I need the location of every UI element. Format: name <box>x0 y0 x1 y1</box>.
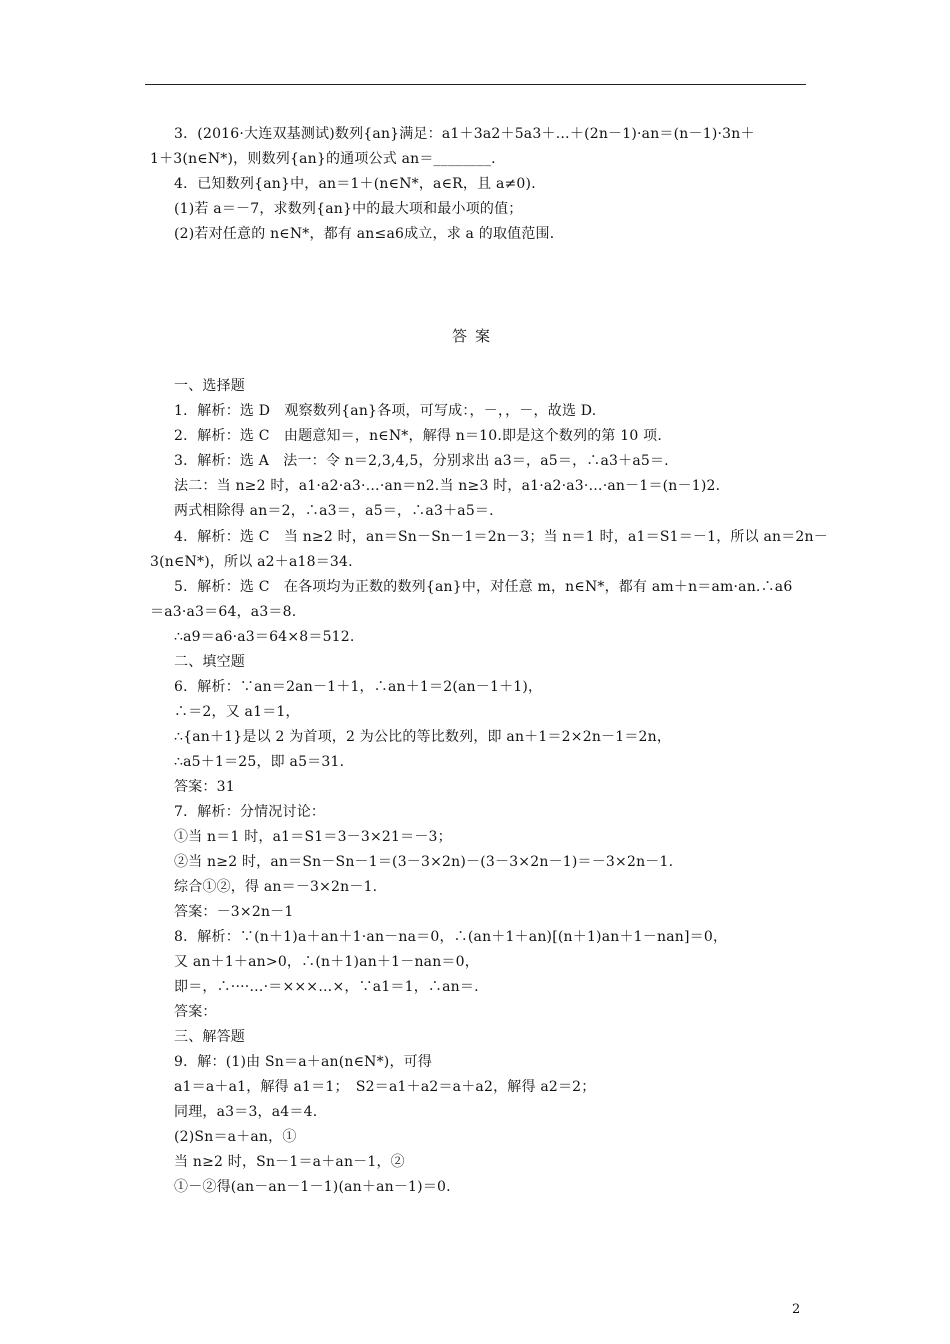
answer-line: 6．解析：∵an＝2an－1＋1，∴an＋1＝2(an－1＋1)， <box>174 679 543 695</box>
answer-line: 1．解析：选 D 观察数列{an}各项，可写成：，－，，－，故选 D. <box>174 403 597 419</box>
answer-line: 又 an＋1＋an>0，∴(n＋1)an＋1－nan＝0， <box>174 954 479 970</box>
answer-line: 9．解：(1)由 Sn＝a＋an(n∈N*)，可得 <box>174 1054 433 1070</box>
answer-line: 两式相除得 an＝2，∴a3＝，a5＝，∴a3＋a5＝. <box>174 503 494 519</box>
answer-line: 8．解析：∵(n＋1)a＋an＋1·an－na＝0，∴(an＋1＋an)[(n＋1)an＋1－nan]＝0， <box>174 929 728 945</box>
answer-line: 同理，a3＝3，a4＝4. <box>174 1104 318 1120</box>
answer-line: 7．解析：分情况讨论： <box>174 804 326 820</box>
answer-line: 5．解析：选 C 在各项均为正数的数列{an}中，对任意 m，n∈N*，都有 am＋n＝am·an.∴a6 <box>174 579 793 595</box>
section-heading: 三、解答题 <box>174 1029 245 1045</box>
section-heading: 二、填空题 <box>174 654 245 670</box>
problem-4-line-1: 4．已知数列{an}中，an＝1＋(n∈N*，a∈R，且 a≠0)． <box>174 176 546 192</box>
header-rule <box>145 84 806 85</box>
answer-line: 2．解析：选 C 由题意知＝，n∈N*，解得 n＝10.即是这个数列的第 10 项. <box>174 428 662 444</box>
answer-line: 综合①②，得 an＝－3×2n－1. <box>174 879 378 895</box>
problem-3-line-1: 3．(2016·大连双基测试)数列{an}满足：a1＋3a2＋5a3＋…＋(2n－1)·an＝(n－1)·3n＋ <box>174 126 755 142</box>
answer-line: 答案： <box>174 1004 217 1020</box>
problem-4-part-1: (1)若 a＝－7，求数列{an}中的最大项和最小项的值； <box>174 201 523 217</box>
answer-line: 即＝，∴····…·＝×××…×，∵a1＝1，∴an＝. <box>174 979 479 995</box>
answer-line: 答案：31 <box>174 779 235 795</box>
section-heading: 一、选择题 <box>174 378 245 394</box>
answer-line: a1＝a＋a1，解得 a1＝1； S2＝a1＋a2＝a＋a2，解得 a2＝2； <box>174 1079 596 1095</box>
answer-line: ∴a9＝a6·a3＝64×8＝512. <box>174 629 355 645</box>
problem-3-line-2: 1＋3(n∈N*)，则数列{an}的通项公式 an＝________. <box>150 151 496 167</box>
answer-line: 3(n∈N*)，所以 a2＋a18＝34. <box>150 554 353 570</box>
answer-line: ∴a5＋1＝25，即 a5＝31. <box>174 754 345 770</box>
answer-line: ①－②得(an－an－1－1)(an＋an－1)＝0. <box>174 1179 451 1195</box>
answer-line: ①当 n＝1 时，a1＝S1＝3－3×21＝－3； <box>174 829 452 845</box>
answer-line: ∴{an＋1}是以 2 为首项，2 为公比的等比数列，即 an＋1＝2×2n－1＝2n， <box>174 729 672 745</box>
answer-title: 答案 <box>451 327 498 345</box>
answer-line: (2)Sn＝a＋an，① <box>174 1129 297 1145</box>
page-number: 2 <box>792 1302 801 1317</box>
problem-4-part-2: (2)若对任意的 n∈N*，都有 an≤a6成立，求 a 的取值范围． <box>174 226 564 242</box>
answer-line: 4．解析：选 C 当 n≥2 时，an＝Sn－Sn－1＝2n－3；当 n＝1 时，a1＝S1＝－1，所以 an＝2n－ <box>174 529 828 545</box>
answer-line: ∴＝2，又 a1＝1， <box>174 704 300 720</box>
answer-line: 法二：当 n≥2 时，a1·a2·a3·…·an＝n2.当 n≥3 时，a1·a2·a3·…·an－1＝(n－1)2. <box>174 478 721 494</box>
answer-line: 答案：－3×2n－1 <box>174 904 294 920</box>
answer-line: ②当 n≥2 时，an＝Sn－Sn－1＝(3－3×2n)－(3－3×2n－1)＝－3×2n－1. <box>174 854 674 870</box>
answer-line: 3．解析：选 A 法一：令 n＝2,3,4,5，分别求出 a3＝，a5＝，∴a3＋a5＝. <box>174 453 669 469</box>
answer-line: 当 n≥2 时，Sn－1＝a＋an－1，② <box>174 1154 405 1170</box>
answer-line: ＝a3·a3＝64，a3＝8. <box>150 604 297 620</box>
